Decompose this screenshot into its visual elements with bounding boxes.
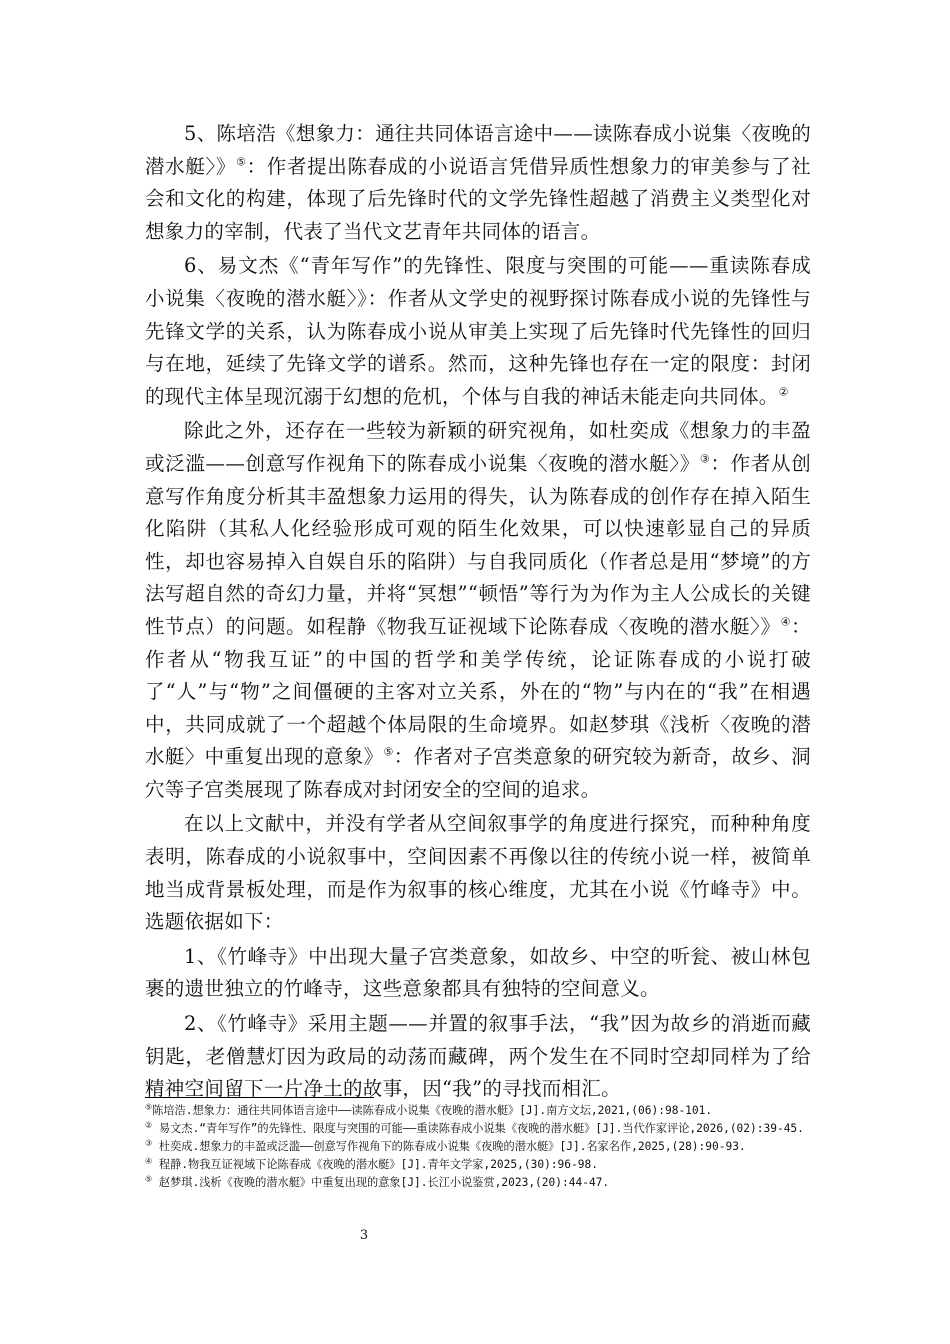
- footnote-ref: ②: [778, 385, 789, 399]
- footnote-item: ④ 程静.物我互证视域下论陈春成《夜晚的潜水艇》[J].青年文学家,2025,(30):96-98.: [145, 1156, 598, 1171]
- footnote-ref: ⑤: [236, 155, 247, 169]
- footnote-ref: ③: [699, 452, 711, 466]
- paragraph-chen-peihao: 5、陈培浩《想象力：通往共同体语言途中——读陈春成小说集〈夜晚的潜水艇〉》⑤：作者提出陈春成的小说语言凭借异质性想象力的审美参与了社会和文化的构建，体现了后先锋时代的文学先锋性超越了消费主义类型化对想象力的宰制，代表了当代文艺青年共同体的语言。: [145, 122, 811, 243]
- footnote-item: ⑤ 赵梦琪.浅析《夜晚的潜水艇》中重复出现的意象[J].长江小说鉴赏,2023,(20):44-47.: [145, 1174, 610, 1189]
- page-number: 3: [359, 1228, 369, 1243]
- footnote-item: ③ 杜奕成.想象力的丰盈或泛滥——创意写作视角下的陈春成小说集《夜晚的潜水艇》[J].名家名作,2025,(28):90-93.: [145, 1138, 746, 1153]
- footnote-ref: ④: [780, 615, 792, 629]
- paragraph-yi-wenjie: 6、易文杰《“青年写作”的先锋性、限度与突围的可能——重读陈春成小说集〈夜晚的潜水艇〉》：作者从文学史的视野探讨陈春成小说的先锋性与先锋文学的关系，认为陈春成小说从审美上实现了后先锋时代先锋性的回归与在地，延续了先锋文学的谱系。然而，这种先锋也存在一定的限度：封闭的现代主体呈现沉溺于幻想的危机，个体与自我的神话未能走向共同体。②: [145, 254, 811, 408]
- footnote-item: ② 易文杰.“青年写作”的先锋性、限度与突围的可能——重读陈春成小说集《夜晚的潜水艇》[J].当代作家评论,2026,(02):39-45.: [145, 1120, 804, 1135]
- paragraph-summary: 在以上文献中，并没有学者从空间叙事学的角度进行探究，而种种角度表明，陈春成的小说叙事中，空间因素不再像以往的传统小说一样，被简单地当成背景板处理，而是作为叙事的核心维度，尤其在小说《竹峰寺》中。选题依据如下：: [145, 812, 811, 934]
- footnote-divider: [145, 1097, 374, 1098]
- body-text: [145, 118, 811, 1108]
- footnote-ref: ⑤: [383, 745, 394, 759]
- paragraph-basis-1: 1、《竹峰寺》中出现大量子宫类意象，如故乡、中空的听瓮、被山林包裹的遗世独立的竹峰寺，这些意象都具有独特的空间意义。: [145, 944, 811, 1001]
- paragraph-basis-2: 2、《竹峰寺》采用主题——并置的叙事手法，“我”因为故乡的消逝而藏钥匙，老僧慧灯因为政局的动荡而藏碑，两个发生在不同时空却同样为了给精神空间留下一片净土的故事，因“我”的寻找而相汇。: [145, 1012, 811, 1101]
- footnote-item: ⑤陈培浩.想象力：通往共同体语言途中——读陈春成小说集《夜晚的潜水艇》[J].南方文坛,2021,(06):98-101.: [145, 1102, 713, 1117]
- paragraph-other-perspectives: 除此之外，还存在一些较为新颖的研究视角，如杜奕成《想象力的丰盈或泛滥——创意写作视角下的陈春成小说集〈夜晚的潜水艇〉》③：作者从创意写作角度分析其丰盈想象力运用的得失，认为陈春成的创作存在掉入陌生化陷阱（其私人化经验形成可观的陌生化效果，可以快速彰显自己的异质性，却也容易掉入自娱自乐的陷阱）与自我同质化（作者总是用“梦境”的方法写超自然的奇幻力量，并将“冥想”“顿悟”等行为为作为主人公成长的关键性节点）的问题。如程静《物我互证视域下论陈春成〈夜晚的潜水艇〉》④：作者从“物我互证”的中国的哲学和美学传统，论证陈春成的小说打破了“人”与“物”之间僵硬的主客对立关系，外在的“物”与内在的“我”在相遇中，共同成就了一个超越个体局限的生命境界。如赵梦琪《浅析〈夜晚的潜水艇〉中重复出现的意象》⑤：作者对子宫类意象的研究较为新奇，故乡、洞穴等子宫类展现了陈春成对封闭安全的空间的追求。: [145, 419, 811, 801]
- footnotes: [145, 1102, 811, 1192]
